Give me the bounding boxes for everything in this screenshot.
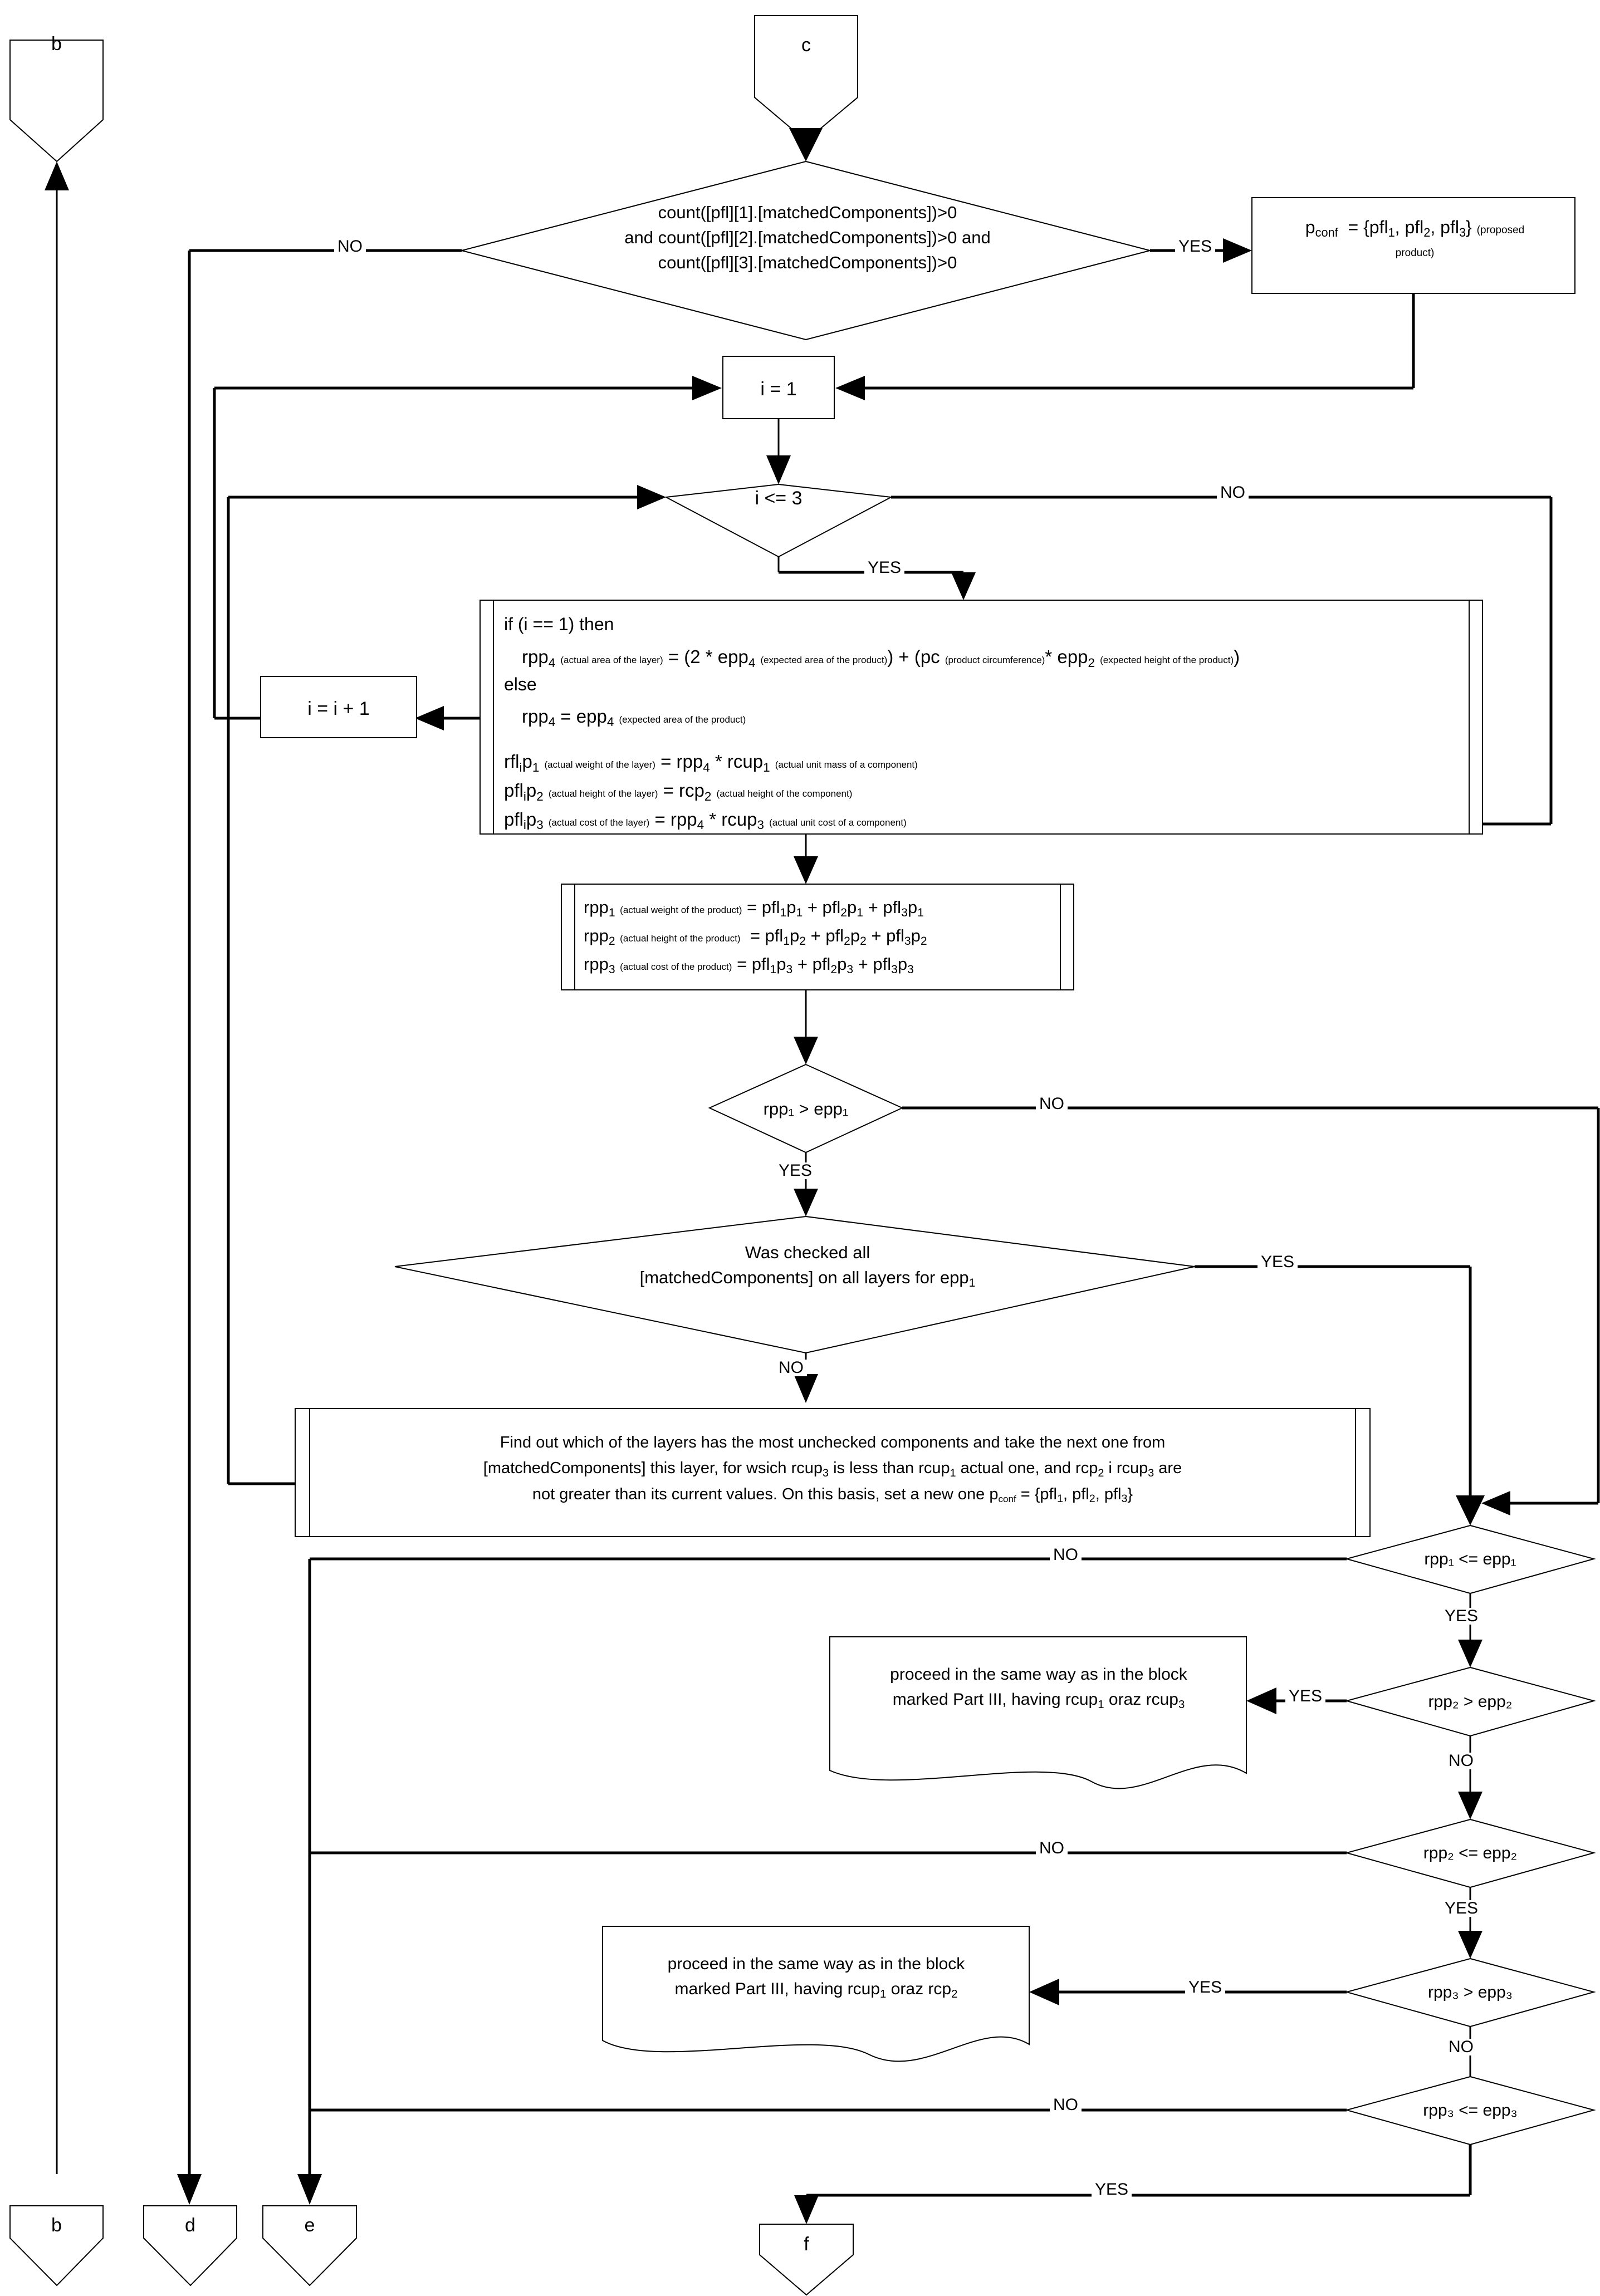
edge-label-rpp2le-no: NO [1036, 1840, 1068, 1857]
edge-label-rpp1gt-no: NO [1036, 1096, 1068, 1112]
find-block-line1: Find out which of the layers has the most unchecked components and take the next one from [500, 1434, 1166, 1451]
decision-checked-line1: Was checked all [745, 1243, 870, 1262]
edge-label-rpp2gt-yes: YES [1285, 1688, 1325, 1705]
rpp-sums-text [584, 895, 1057, 977]
layer-calc-line-pfl-p2: $pfl_ip_2$ (actual height of the layer) = rcp$_2$ (actual height of the component) [504, 780, 853, 803]
arrow-pconf-to-i1 [835, 376, 865, 400]
edge-label-rpp3le-yes: YES [1092, 2181, 1132, 2198]
arrow-checked-no [794, 1374, 818, 1403]
i-incr-label: i = i + 1 [307, 698, 370, 719]
connector-b-top-label: b [51, 33, 62, 55]
arrow-rpp1le-no-to-e [297, 2174, 322, 2205]
decision-count-line1: count([pfl][1].[matchedComponents])>0 [658, 203, 957, 222]
edge-label-icond-no: NO [1217, 484, 1249, 501]
layer-calc-line-rfl-p1: $rfl_ip_1$ (actual weight of the layer) = rpp$_4$ * rcup$_1$ (actual unit mass of a component) [504, 751, 918, 774]
edge-label-rpp3le-no: NO [1050, 2097, 1082, 2113]
arrow-checked-yes [1456, 1495, 1485, 1525]
arrow-rpp1gt-no [1481, 1491, 1510, 1515]
edge-label-checked-yes: YES [1258, 1254, 1298, 1270]
layer-calc-line-rpp4-if: rpp$_4$ (actual area of the layer) = (2 * epp$_4$ (expected area of the product)) + (pc (product circumference)* epp$_2$ (expected height of the product)) [522, 646, 1240, 670]
arrow-rpp1le-yes [1458, 1640, 1482, 1667]
pconf-note-open: (proposed [1476, 224, 1525, 236]
edge-label-rpp1gt-yes: YES [775, 1162, 815, 1179]
arrow-count-yes [1223, 238, 1252, 263]
layer-calc-line-if: if (i == 1) then [504, 614, 614, 634]
decision-rpp2le-label: rpp₂ <= epp₂ [1423, 1844, 1518, 1862]
pconf-note-close: product) [1395, 247, 1435, 259]
decision-count-line3: count([pfl][3].[matchedComponents])>0 [658, 252, 957, 272]
edge-label-rpp3gt-no: NO [1445, 2039, 1477, 2055]
doc-block-a-text [838, 1662, 1239, 1712]
arrow-loop-to-i1 [692, 376, 722, 400]
doc-block-a-line2: marked Part III, having rcup$_1$ oraz rcup$_3$ [892, 1690, 1185, 1711]
arrow-rpp2le-yes [1458, 1931, 1482, 1959]
doc-block-a-line1: proceed in the same way as in the block [890, 1665, 1187, 1684]
rpp-sum-2: rpp$_2$ (actual height of the product) = $pfl_1p_2 + pfl_2p_2 + pfl_3p_2$ [584, 925, 927, 948]
arrow-incr-to-cond [637, 485, 666, 509]
i-cond-label: i <= 3 [755, 488, 803, 509]
edge-label-rpp1le-yes: YES [1441, 1608, 1481, 1625]
find-block-line2: [matchedComponents] this layer, for wsich rcup$_3$ is less than rcup$_1$ actual one, and rcp$_2$ i rcup$_3$ are [483, 1459, 1182, 1479]
doc-block-b-line2: marked Part III, having rcup$_1$ oraz rcp$_2$ [674, 1980, 958, 2000]
connector-f-bottom-label: f [804, 2234, 809, 2255]
connector-e-bottom-label: e [304, 2215, 315, 2236]
rpp-sum-3: rpp$_3$ (actual cost of the product) = $pfl_1p_3 + pfl_2p_3 + pfl_3p_3$ [584, 954, 914, 976]
layer-calc-text [504, 611, 1473, 833]
decision-rpp1gt-label: rpp₁ > epp₁ [763, 1099, 849, 1118]
arrow-rpp3le-yes-to-f [794, 2195, 819, 2224]
arrow-i1-to-cond [766, 455, 791, 484]
decision-rpp1le-label: rpp₁ <= epp₁ [1424, 1550, 1516, 1568]
decision-rpp3gt-label: rpp₃ > epp₃ [1427, 1983, 1513, 2001]
edge-label-rpp2le-yes: YES [1441, 1900, 1481, 1917]
decision-rpp2gt-label: rpp₂ > epp₂ [1428, 1692, 1513, 1711]
connector-d-bottom-label: d [185, 2215, 195, 2236]
find-block-text [317, 1430, 1348, 1507]
i-init-label: i = 1 [760, 379, 797, 400]
edge-label-checked-no: NO [775, 1360, 807, 1376]
arrow-icond-no-to-sums [794, 856, 818, 884]
arrow-calc-to-incr [415, 706, 444, 730]
pconf-formula: $p_{conf} = \{pfl_1$, pfl$_2$, pfl$_3$} (proposed [1305, 217, 1525, 240]
edge-label-icond-yes: YES [864, 560, 904, 576]
edge-label-rpp1le-no: NO [1050, 1547, 1082, 1563]
arrow-count-no-to-d [177, 2174, 202, 2205]
edge-label-count-no: NO [334, 238, 366, 255]
decision-count-text [551, 200, 1064, 276]
connector-b-top-shape [10, 40, 103, 161]
layer-calc-line-else: else [504, 674, 537, 695]
arrow-sums-to-d1 [794, 1037, 818, 1064]
arrow-to-b-top [45, 161, 69, 190]
arrow-rpp2gt-yes [1246, 1687, 1276, 1714]
edge-label-count-yes: YES [1175, 238, 1215, 255]
arrow-icond-yes [951, 572, 976, 600]
connector-c-top-label: c [801, 35, 811, 56]
arrow-rpp2gt-no [1458, 1792, 1482, 1819]
layer-calc-line-rpp4-else: rpp$_4$ = epp$_4$ (expected area of the product) [522, 705, 746, 729]
doc-block-b-text [611, 1951, 1021, 2001]
decision-checked-line2: [matchedComponents] on all layers for epp$_1$ [639, 1267, 976, 1289]
pconf-box-text [1263, 214, 1567, 261]
edge-label-rpp2gt-no: NO [1445, 1753, 1477, 1769]
decision-count-line2: and count([pfl][2].[matchedComponents])>0 and [624, 227, 991, 247]
arrow-rpp3gt-yes [1029, 1979, 1059, 2005]
find-block-line3: not greater than its current values. On this basis, set a new one $p_{conf} = \{pfl_1$, pfl$_2$, pfl$_3$} [532, 1485, 1133, 1505]
connector-b-bottom-label: b [51, 2215, 62, 2236]
doc-block-b-line1: proceed in the same way as in the block [667, 1955, 965, 1973]
decision-rpp3le-label: rpp₃ <= epp₃ [1423, 2101, 1518, 2120]
layer-calc-line-pfl-p3: $pfl_ip_3$ (actual cost of the layer) = rpp$_4$ * rcup$_3$ (actual unit cost of a component) [504, 809, 907, 832]
doc-block-a-shape [830, 1637, 1246, 1788]
rpp-sum-1: rpp$_1$ (actual weight of the product) = $pfl_1p_1 + pfl_2p_1 + pfl_3p_1$ [584, 897, 924, 919]
edge-label-rpp3gt-yes: YES [1185, 1979, 1225, 1996]
arrow-rpp1gt-yes [794, 1189, 818, 1216]
decision-checked-text [557, 1240, 1058, 1291]
